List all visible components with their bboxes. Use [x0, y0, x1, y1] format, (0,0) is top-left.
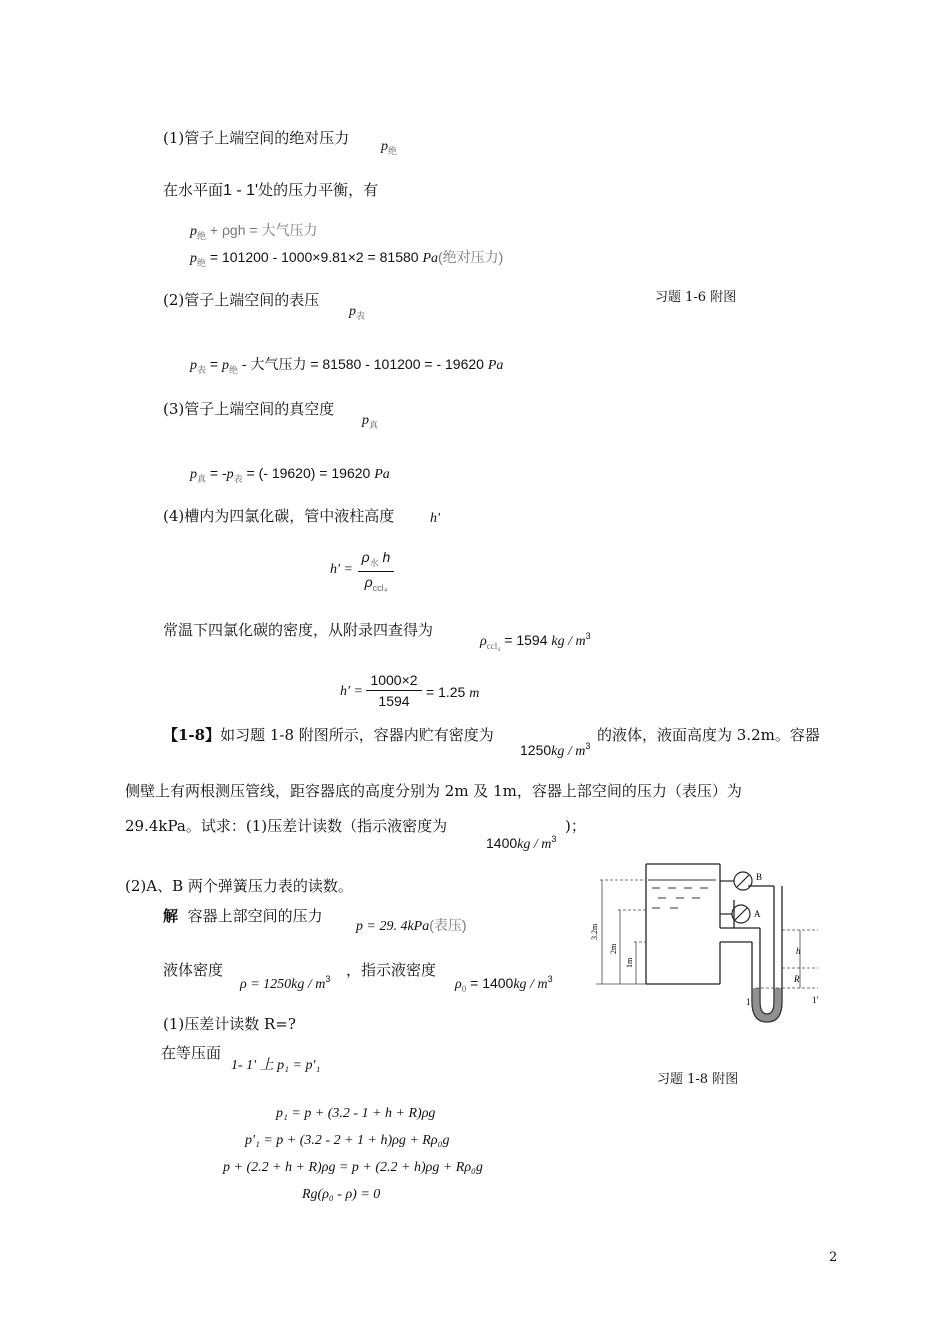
- equation-2: $p_绝 = 101200 - 1000\times 9.81\times 2 = 81580$ Pa(绝对压力): [190, 249, 504, 268]
- problem-1-8-line-1-end: 的液体，液面高度为 3.2m。容器: [597, 726, 820, 744]
- question-r: (1)压差计读数 R=?: [163, 1015, 296, 1033]
- p-vacuum-symbol: $p_真$: [362, 413, 379, 430]
- problem-1-8-density: $1250kg / m^3$: [520, 741, 591, 759]
- p-abs-symbol: $p_绝$: [381, 139, 398, 156]
- liquid-density-label: 液体密度: [163, 961, 224, 979]
- figure-1-8-caption: 习题 1-8 附图: [657, 1072, 739, 1087]
- gauge-a: [720, 905, 750, 923]
- problem-1-8-line-1: 【1-8】如习题 1-8 附图所示，容器内贮有密度为: [163, 726, 494, 744]
- indicator-density-value: $1400kg / m^3$: [486, 834, 557, 852]
- equation-b: p'₁ = p + (3.2 - 2 + 1 + h)ρg + Rρ₀g: [245, 1133, 450, 1148]
- figure-1-8-diagram: [588, 860, 838, 1040]
- h-prime-result: = 1.25 m: [426, 684, 480, 701]
- dimension-2m: 2m: [609, 943, 618, 954]
- h-prime-equals: h' =: [330, 562, 353, 577]
- equation-4: $p_真 = -p_表$ = (- 19620) = 19620 Pa: [190, 465, 390, 484]
- equation-a: p₁ = p + (3.2 - 1 + h + R)ρg: [276, 1106, 436, 1121]
- q1-heading: (1)管子上端空间的绝对压力: [163, 129, 350, 147]
- ccl4-density-value: $\rho_{ccl_4} = 1594$ kg / $m^3$: [480, 631, 591, 651]
- h-prime-lhs-2: h' =: [340, 684, 363, 699]
- plane-sentence: 在水平面1 - 1'处的压力平衡，有: [163, 181, 379, 199]
- solution-line-1: 解 容器上部空间的压力: [163, 907, 323, 925]
- p-gauge-symbol: $p_表$: [349, 304, 366, 321]
- dimension-lines: [596, 880, 800, 988]
- problem-1-8-line-4: (2)A、B 两个弹簧压力表的读数。: [125, 877, 353, 895]
- tank: [646, 864, 720, 984]
- problem-1-8-line-3-end: )；: [565, 817, 586, 835]
- figure-1-6-caption: 习题 1-6 附图: [655, 290, 737, 305]
- label-1-prime: 1': [812, 995, 819, 1005]
- page-number: 2: [829, 1250, 838, 1265]
- problem-1-8-line-2: 侧壁上有两根测压管线，距容器底的高度分别为 2m 及 1m，容器上部空间的压力（表压）为: [125, 782, 742, 800]
- dimension-1m: 1m: [625, 957, 634, 968]
- q2-heading: (2)管子上端空间的表压: [163, 291, 320, 309]
- label-r: R: [794, 974, 800, 984]
- label-h: h: [796, 946, 801, 956]
- h-prime-symbol: h': [430, 511, 440, 526]
- indicator-liquid: [752, 988, 782, 1022]
- label-1: 1: [746, 997, 751, 1007]
- q3-heading: (3)管子上端空间的真空度: [163, 400, 335, 418]
- equal-pressure-label: 在等压面: [161, 1044, 222, 1062]
- equal-pressure-eq: 1- 1' 上 p₁ = p'₁: [231, 1058, 321, 1073]
- label-b: B: [756, 872, 763, 882]
- indicator-density-eq: $\rho_0 = 1400kg / m^3$: [455, 974, 553, 994]
- ccl4-density-sentence: 常温下四氯化碳的密度，从附录四查得为: [163, 621, 434, 639]
- equation-c: p + (2.2 + h + R)ρg = p + (2.2 + h)ρg + Rρ₀g: [223, 1160, 483, 1175]
- fraction-2: $\frac{1000\times 2}{1594}$: [366, 672, 422, 709]
- gauge-b: [720, 872, 752, 890]
- label-a: A: [754, 909, 761, 919]
- q4-heading: (4)槽内为四氯化碳，管中液柱高度: [163, 507, 395, 525]
- problem-1-8-line-3: 29.4kPa。试求：(1)压差计读数（指示液密度为: [125, 817, 448, 835]
- u-tube: [720, 886, 782, 1022]
- fraction-1: $\rho_水$ h $\rho_{ccl_4}$: [358, 549, 394, 593]
- liquid-density-value: $\rho = 1250kg / m^3$: [240, 974, 331, 992]
- pressure-value: p = 29. 4kPa(表压): [356, 917, 467, 934]
- dimension-3-2m: 3.2m: [590, 923, 599, 940]
- liquid-surface: [648, 880, 716, 908]
- indicator-density-label: ，指示液密度: [346, 961, 437, 979]
- reference-lines: [600, 880, 818, 988]
- equation-d: Rg(ρ₀ - ρ) = 0: [302, 1187, 381, 1202]
- equation-3: $p_表 = p_绝$ - 大气压力 = 81580 - 101200 = - 19620 Pa: [190, 356, 504, 375]
- equation-1: $p_绝 + \rho gh$ = 大气压力: [190, 222, 318, 241]
